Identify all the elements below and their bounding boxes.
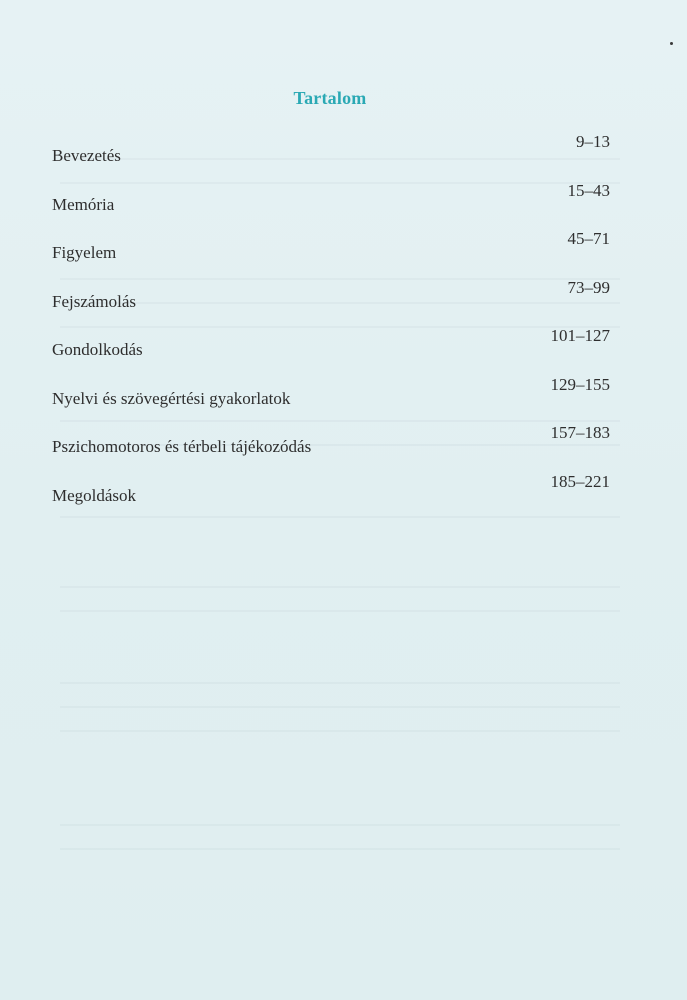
toc-entry-pages: 129–155 (550, 374, 610, 394)
toc-entry-pages: 15–43 (567, 180, 610, 200)
toc-entry-label: Fejszámolás (52, 291, 137, 311)
toc-entry-pages: 45–71 (567, 229, 610, 248)
show-through-line (60, 848, 620, 850)
toc-entry-label: Nyelvi és szövegértési gyakorlatok (52, 388, 291, 408)
toc-entry-label: Bevezetés (52, 146, 121, 165)
toc-entry-fejszamolas[interactable] (52, 278, 610, 327)
toc-entry-label: Megoldások (52, 485, 137, 505)
toc-entry-bevezetes[interactable] (52, 132, 610, 181)
toc-title: Tartalom (293, 88, 367, 108)
toc-entry-memoria[interactable] (52, 181, 610, 230)
toc-entry-pages: 73–99 (567, 277, 610, 297)
show-through-line (60, 682, 620, 684)
toc-entry-pszichomotoros[interactable] (52, 423, 610, 472)
toc-entry-label: Gondolkodás (52, 340, 143, 359)
toc-entry-pages: 157–183 (550, 423, 610, 442)
toc-entry-megoldasok[interactable] (52, 472, 610, 521)
show-through-line (60, 824, 620, 826)
toc-entry-pages: 185–221 (550, 471, 610, 491)
toc-entry-figyelem[interactable] (52, 229, 610, 278)
show-through-line (60, 706, 620, 708)
toc-entry-nyelvi[interactable] (52, 375, 610, 424)
toc-entry-pages: 101–127 (550, 326, 610, 345)
show-through-line (60, 610, 620, 612)
toc-entry-label: Pszichomotoros és térbeli tájékozódás (52, 437, 312, 456)
toc-entry-pages: 9–13 (576, 132, 610, 151)
toc-entry-label: Figyelem (52, 243, 117, 262)
show-through-line (60, 586, 620, 588)
ink-speck (670, 42, 673, 45)
show-through-line (60, 730, 620, 732)
toc-entry-label: Memória (52, 194, 115, 214)
table-of-contents (52, 132, 610, 520)
toc-entry-gondolkodas[interactable] (52, 326, 610, 375)
